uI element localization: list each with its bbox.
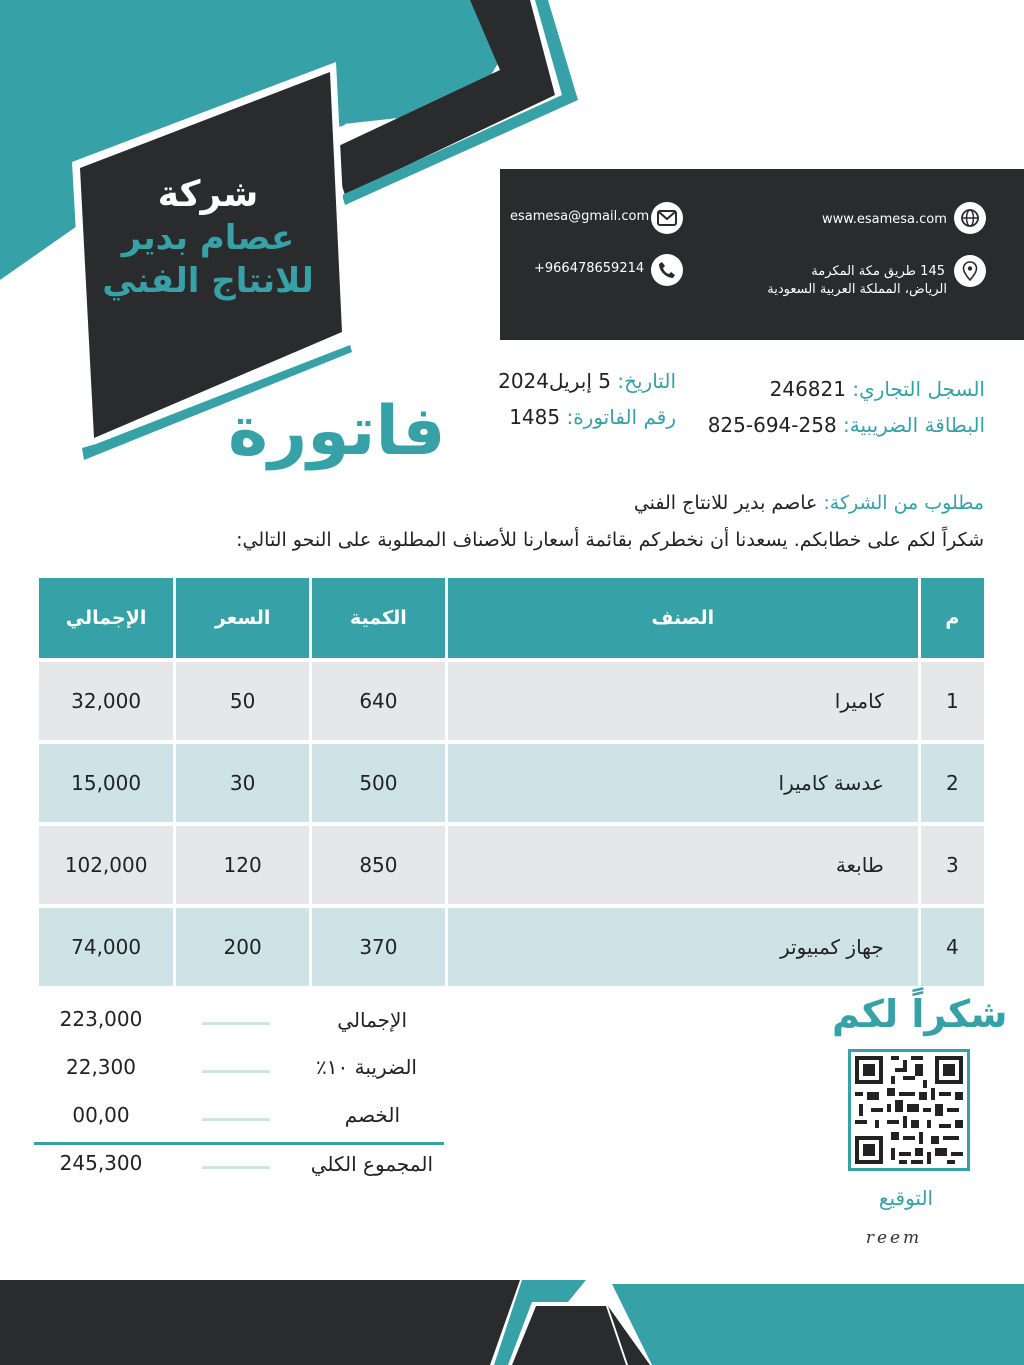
thanks-heading: شكراً لكم bbox=[832, 992, 1008, 1036]
row-no: 2 bbox=[921, 740, 984, 822]
commercial-register bbox=[770, 377, 985, 401]
request-message: شكراً لكم على خطابكم. يسعدنا أن نخطركم بقائمة أسعارنا للأصناف المطلوبة على النحو التالي: bbox=[236, 529, 984, 551]
row-total: 15,000 bbox=[39, 740, 173, 822]
row-no: 4 bbox=[921, 904, 984, 986]
contact-address-line1: 145 طريق مكة المكرمة bbox=[811, 264, 945, 279]
company-name-line3: للانتاج الفني bbox=[102, 260, 314, 301]
header-no: م bbox=[921, 578, 984, 658]
table-row bbox=[39, 658, 984, 740]
commercial-register-label: السجل التجاري: bbox=[852, 377, 985, 401]
row-qty: 640 bbox=[312, 658, 445, 740]
globe-icon bbox=[954, 202, 986, 234]
row-price: 50 bbox=[176, 658, 309, 740]
row-item: جهاز كمبيوتر bbox=[448, 904, 918, 986]
discount-label: الخصم bbox=[344, 1103, 400, 1127]
invoice-date-label: التاريخ: bbox=[617, 369, 676, 393]
footer-decoration bbox=[0, 1276, 1024, 1365]
discount-divider bbox=[202, 1118, 270, 1121]
row-item: طابعة bbox=[448, 822, 918, 904]
invoice-number-label: رقم الفاتورة: bbox=[566, 405, 676, 429]
request-line bbox=[634, 492, 984, 514]
row-price: 200 bbox=[176, 904, 309, 986]
row-no: 1 bbox=[921, 658, 984, 740]
contact-phone[interactable]: +966478659214 bbox=[534, 261, 645, 276]
row-total: 74,000 bbox=[39, 904, 173, 986]
invoice-number-value: 1485 bbox=[509, 405, 561, 429]
mail-icon bbox=[651, 202, 683, 234]
grand-total-label: المجموع الكلي bbox=[310, 1152, 433, 1176]
tax-label: الضريبة ١٠٪ bbox=[316, 1055, 417, 1079]
row-price: 30 bbox=[176, 740, 309, 822]
signature: reem bbox=[865, 1228, 923, 1248]
table-header-row bbox=[39, 578, 984, 658]
invoice-title: فاتورة bbox=[228, 392, 446, 471]
header-item: الصنف bbox=[448, 578, 918, 658]
tax-card bbox=[708, 413, 985, 437]
header-qty: الكمية bbox=[312, 578, 445, 658]
company-name-line2: عصام بدير bbox=[121, 218, 295, 258]
grand-total-value: 245,300 bbox=[59, 1151, 143, 1175]
row-price: 120 bbox=[176, 822, 309, 904]
phone-icon bbox=[651, 254, 683, 286]
company-name-line1: شركة bbox=[157, 174, 259, 215]
location-pin-icon bbox=[954, 255, 986, 287]
subtotal-value: 223,000 bbox=[59, 1007, 143, 1031]
grand-total-dash bbox=[202, 1166, 270, 1169]
request-value: عاصم بدير للانتاج الفني bbox=[633, 492, 818, 514]
contact-email[interactable]: esamesa@gmail.com bbox=[510, 209, 650, 224]
header-total: الإجمالي bbox=[39, 578, 173, 658]
row-qty: 500 bbox=[312, 740, 445, 822]
invoice-date bbox=[498, 369, 676, 393]
row-item: عدسة كاميرا bbox=[448, 740, 918, 822]
contact-address-line2: الرياض، المملكة العربية السعودية bbox=[767, 282, 947, 297]
row-item: كاميرا bbox=[448, 658, 918, 740]
header-price: السعر bbox=[176, 578, 309, 658]
grand-total-divider bbox=[34, 1142, 444, 1145]
invoice-number bbox=[509, 405, 676, 429]
row-total: 102,000 bbox=[39, 822, 173, 904]
tax-card-label: البطاقة الضريبية: bbox=[843, 413, 985, 437]
table-row bbox=[39, 822, 984, 904]
table-row bbox=[39, 904, 984, 986]
tax-divider bbox=[202, 1070, 270, 1073]
company-logo-text bbox=[88, 172, 328, 302]
qr-code-icon bbox=[851, 1052, 967, 1168]
tax-value: 22,300 bbox=[66, 1055, 136, 1079]
contact-website[interactable]: www.esamesa.com bbox=[822, 212, 947, 227]
commercial-register-value: 246821 bbox=[769, 377, 846, 401]
row-no: 3 bbox=[921, 822, 984, 904]
items-table bbox=[36, 578, 987, 986]
subtotal-label: الإجمالي bbox=[337, 1008, 407, 1032]
discount-value: 00,00 bbox=[72, 1103, 130, 1127]
table-row bbox=[39, 740, 984, 822]
qr-code[interactable] bbox=[848, 1049, 970, 1171]
row-qty: 850 bbox=[312, 822, 445, 904]
invoice-date-value: 5 إبريل2024 bbox=[498, 369, 611, 393]
row-total: 32,000 bbox=[39, 658, 173, 740]
subtotal-divider bbox=[202, 1022, 270, 1025]
request-label: مطلوب من الشركة: bbox=[823, 492, 984, 514]
tax-card-value: 258-694-825 bbox=[707, 413, 837, 437]
row-qty: 370 bbox=[312, 904, 445, 986]
signature-label: التوقيع bbox=[878, 1186, 934, 1210]
